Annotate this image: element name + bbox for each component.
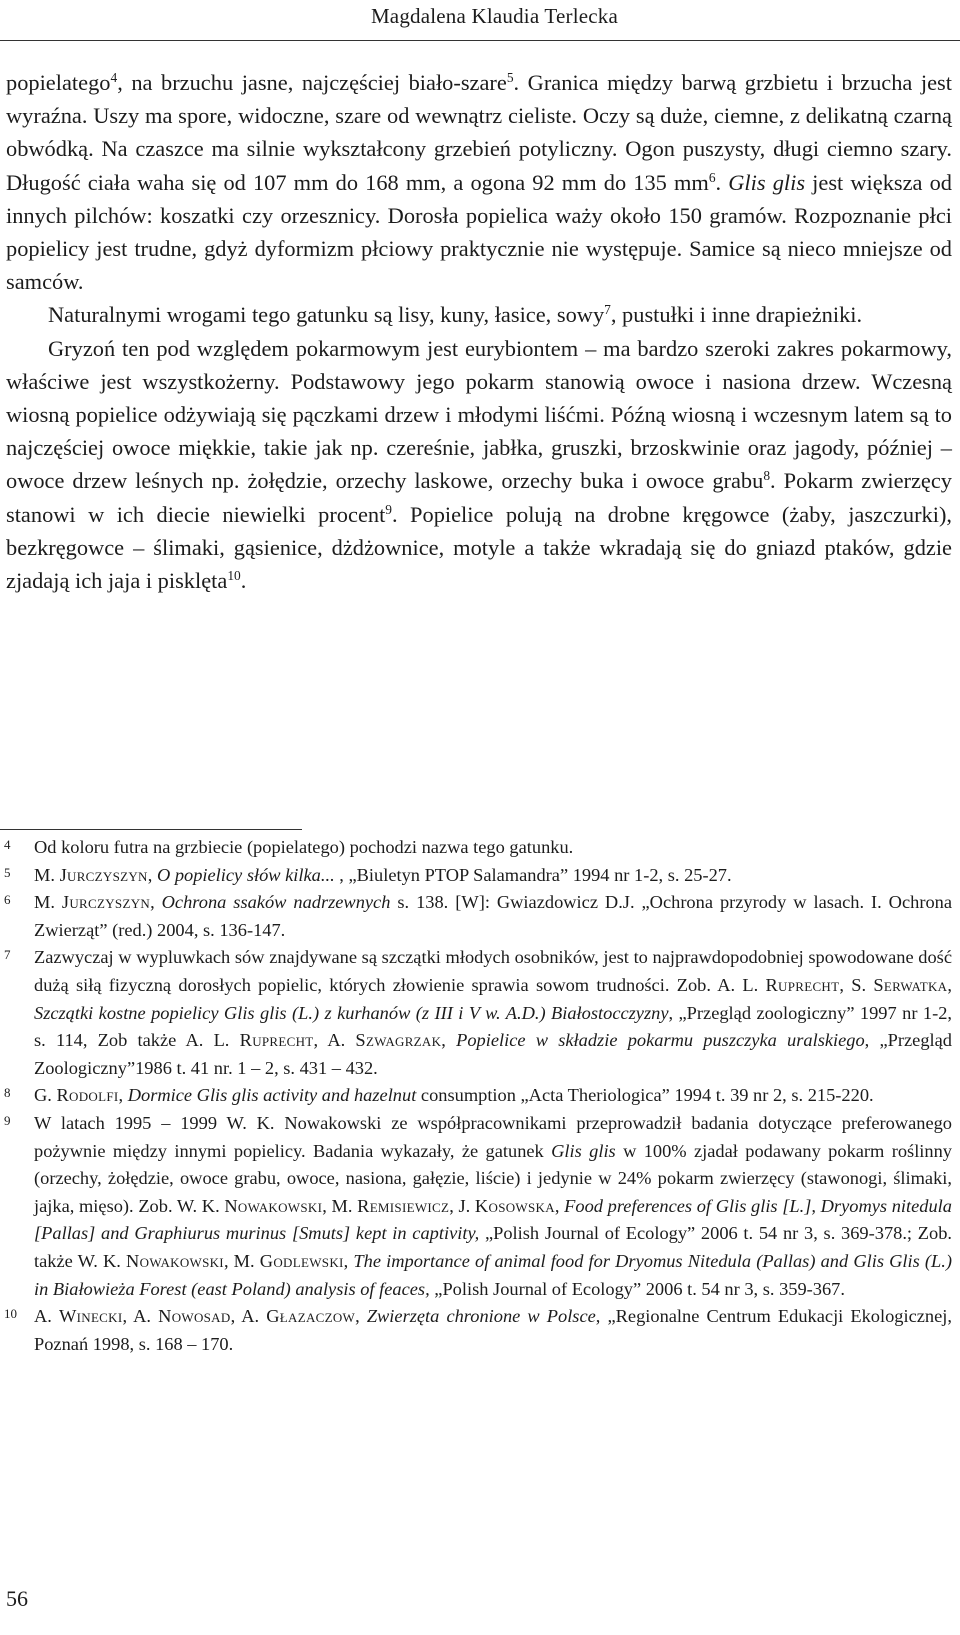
work-title: The importance of animal food for Dryomus Nitedula (Pallas) and Glis Glis (L.) in Białowieża Forest (east Poland) analysis of feaces, <box>34 1250 952 1299</box>
footnote-number: 6 <box>4 892 11 908</box>
paragraph-description: popielatego$^4$, na brzuchu jasne, najczęściej biało-szare$^5$. Granica między barwą grzbietu i brzucha jest wyraźna. Uszy ma spore, widoczne, szare od wewnątrz cieliste. Oczy są duże, ciemne, z delikatną czarną obwódką. Na czaszce ma silnie wykształcony grzebień potyliczny. Ogon puszysty, długi ciemno szary. Długość ciała waha się od 107 mm do 168 mm, a ogona 92 mm do 135 $mm^6$. Glis glis jest większa od innych pilchów: koszatki czy orzesznicy. Dorosła popielica waży około 150 gramów. Rozpoznanie płci popielicy jest trudne, gdyż dyformizm płciowy praktycznie nie występuje. Samice są nieco mniejsze od samców. <box>6 69 952 295</box>
author-name: Serwatka <box>873 974 948 995</box>
author-name: Głazaczow <box>266 1306 356 1327</box>
author-name: Szwagrzak <box>355 1030 442 1051</box>
work-title: Food preferences of Glis glis [L.], Dryomys nitedula [Pallas] and Graphiurus murinus [Smuts] kept in captivity, <box>34 1195 952 1244</box>
species-name: Glis glis <box>551 1140 616 1161</box>
footnote-number: 8 <box>4 1085 11 1101</box>
footnotes <box>0 834 952 1358</box>
author-name: Remisiewicz <box>357 1195 450 1216</box>
work-title: Szczątki kostne popielicy Glis glis (L.) z kurhanów (z III i V w. A.D.) Białostocczyzny <box>34 1002 669 1023</box>
footnote-ref-9: 9 <box>385 501 393 517</box>
author-name: Nowakowski <box>224 1195 323 1216</box>
author-name: Jurczyszyn <box>59 864 148 885</box>
species-name: Glis glis <box>728 169 806 195</box>
footnote-ref-10: 10 <box>227 567 241 583</box>
running-header <box>0 0 960 41</box>
work-title: O popielicy słów kilka... <box>156 864 335 885</box>
footnote-5: 5 M. Jurczyszyn, O popielicy słów kilka... , „Biuletyn PTOP Salamandra” 1994 nr 1-2, s. 25-27. <box>0 862 952 890</box>
author-name: Jurczyszyn <box>61 892 151 913</box>
author-name: Kosowska <box>474 1195 555 1216</box>
footnote-number: 7 <box>4 947 11 963</box>
author-name: Ruprecht <box>765 974 840 995</box>
footnote-4: 4 Od koloru futra na grzbiecie (popielatego) pochodzi nazwa tego gatunku. <box>0 834 952 862</box>
footnote-ref-4: 4 <box>110 69 118 85</box>
page-number: 56 <box>6 1586 28 1611</box>
author-name: Ruprecht <box>239 1030 314 1051</box>
work-title: Zwierzęta chronione w Polsce <box>366 1306 596 1327</box>
footnote-number: 9 <box>4 1112 11 1128</box>
header-author: Magdalena Klaudia Terlecka <box>370 4 618 28</box>
main-text <box>6 66 952 597</box>
author-name: Winecki <box>58 1306 123 1327</box>
footnote-ref-5: 5 <box>506 69 514 85</box>
footnote-number: 10 <box>4 1306 17 1322</box>
footnote-separator <box>0 829 302 830</box>
footnote-6: 6 M. Jurczyszyn, Ochrona ssaków nadrzewnych s. 138. [W]: Gwiazdowicz D.J. „Ochrona przyrody w lasach. I. Ochrona Zwierząt” (red.) 2004, s. 136-147. <box>0 889 952 944</box>
work-title: Ochrona ssaków nadrzewnych <box>161 892 391 913</box>
author-name: Godlewski <box>259 1250 344 1271</box>
work-title: Dormice Glis glis activity and hazelnut <box>127 1085 417 1106</box>
author-name: Nowakowski <box>126 1250 224 1271</box>
footnote-ref-7: 7 <box>604 302 611 318</box>
paragraph-predators: Naturalnymi wrogami tego gatunku są lisy, kuny, łasice, sowy$^7$, pustułki i inne drapieżniki. <box>48 302 863 328</box>
footnote-number: 4 <box>4 837 11 852</box>
work-title: Popielice w składzie pokarmu puszczyka uralskiego <box>456 1030 865 1051</box>
footnote-7: 7 Zazwyczaj w wypluwkach sów znajdywane są szczątki młodych osobników, jest to najprawdopodobniej spowodowane dość dużą siłą fizyczną dorosłych popielic, których złowienie sprawia sowom trudności. Zob. A. L. Ruprecht, S. Serwatka, Szczątki kostne popielicy Glis glis (L.) z kurhanów (z III i V w. A.D.) Białostocczyzny, „Przegląd zoologiczny” 1997 nr 1-2, s. 114, Zob także A. L. Ruprecht, A. Szwagrzak, Popielice w składzie pokarmu puszczyka uralskiego, „Przegląd Zoologiczny”1986 t. 41 nr. 1 – 2, s. 431 – 432. <box>0 944 952 1082</box>
footnote-ref-8: 8 <box>763 468 771 484</box>
footnote-9: 9 W latach 1995 – 1999 W. K. Nowakowski ze współpracownikami przeprowadził badania dotyczące preferowanego pożywnie między innymi popielicy. Badania wykazały, że gatunek Glis glis w 100% zjadał podawany pokarm roślinny (orzechy, żołędzie, owoce grabu, owoce, nasiona, gałęzie, liście) i jedynie w 24% pokarm zwierzęcy (stawonogi, ślimaki, jajka, mięso). Zob. W. K. Nowakowski, M. Remisiewicz, J. Kosowska, Food preferences of Glis glis [L.], Dryomys nitedula [Pallas] and Graphiurus murinus [Smuts] kept in captivity, „Polish Journal of Ecology” 2006 t. 54 nr 3, s. 369-378.; Zob. także W. K. Nowakowski, M. Godlewski, The importance of animal food for Dryomus Nitedula (Pallas) and Glis Glis (L.) in Białowieża Forest (east Poland) analysis of feaces, „Polish Journal of Ecology” 2006 t. 54 nr 3, s. 359-367. <box>0 1110 952 1303</box>
footnote-ref-6: 6 <box>708 169 716 185</box>
author-name: Nowosad <box>158 1306 231 1327</box>
footnote-8: 8 G. Rodolfi, Dormice Glis glis activity and hazelnut consumption „Acta Theriologica” 1994 t. 39 nr 2, s. 215-220. <box>0 1082 952 1110</box>
paragraph-diet: Gryzoń ten pod względem pokarmowym jest eurybiontem – ma bardzo szeroki zakres pokarmowy, właściwe jest wszystkożerny. Podstawowy jego pokarm stanowią owoce i nasiona drzew. Wczesną wiosną popielice odżywiają się pączkami drzew i młodymi liśćmi. Późną wiosną i wczesnym latem są to najczęściej owoce miękkie, takie jak np. czereśnie, jabłka, gruszki, brzoskwinie oraz jagody, później – owoce drzew leśnych np. żołędzie, orzechy laskowe, orzechy buka i owoce grabu$^8$. Pokarm zwierzęcy stanowi w ich diecie niewielki procent$^9$. Popielice polują na drobne kręgowce (żaby, jaszczurki), bezkręgowce – ślimaki, gąsienice, dżdżownice, motyle a także wkradają się do gniazd ptaków, gdzie zjadają ich jaja i pisklęta$^{10}$. <box>6 335 952 594</box>
footnote-10: 10 A. Winecki, A. Nowosad, A. Głazaczow, Zwierzęta chronione w Polsce, „Regionalne Centrum Edukacji Ekologicznej, Poznań 1998, s. 168 – 170. <box>0 1303 952 1358</box>
footnote-number: 5 <box>4 864 11 880</box>
author-name: Rodolfi <box>56 1085 119 1106</box>
